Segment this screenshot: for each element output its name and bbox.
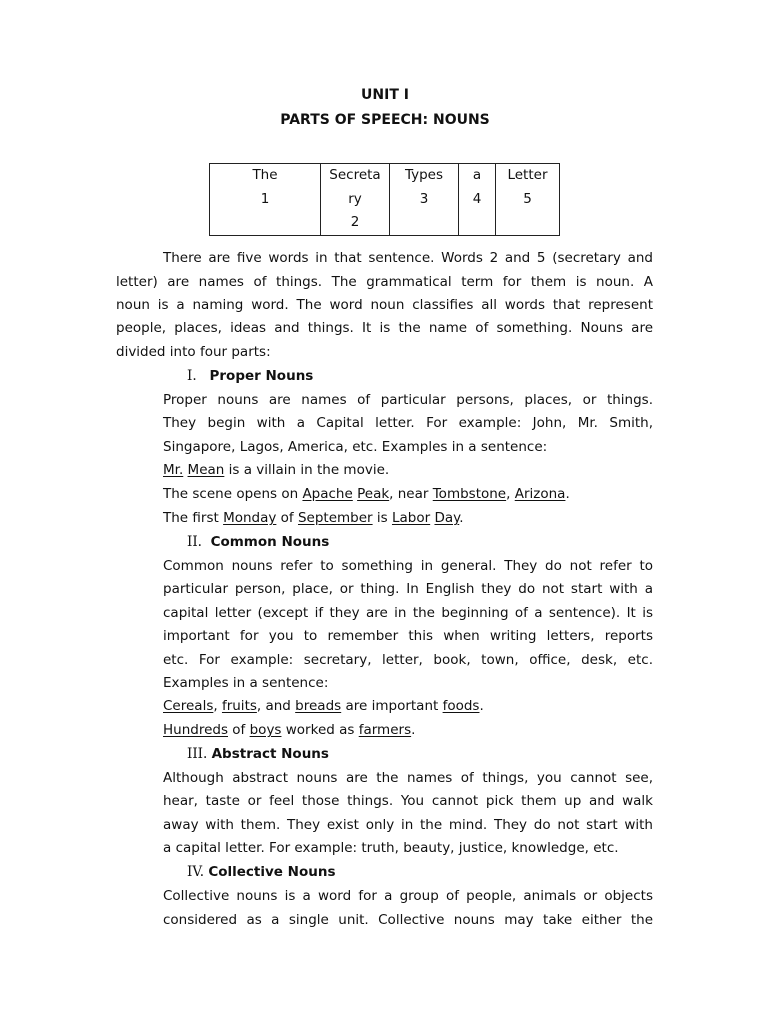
noun-word: Cereals — [163, 698, 214, 714]
noun-word: fruits — [221, 698, 257, 714]
sentence-text: . — [459, 510, 464, 526]
word-text: The — [252, 167, 278, 183]
noun-word: Mean — [187, 462, 225, 478]
word-text: Letter — [507, 167, 548, 183]
word-number: 4 — [472, 190, 482, 207]
word-cell — [210, 164, 321, 236]
paragraph-line: Proper nouns are names of particular persons, places, or things. — [163, 392, 653, 408]
section-heading — [187, 862, 335, 882]
intro-line: noun is a naming word. The word noun classifies all words that represent — [116, 297, 653, 313]
section-numeral: III. — [187, 746, 208, 762]
section-title: Collective Nouns — [208, 864, 336, 880]
paragraph-line: away with them. They exist only in the mind. They do not start with — [163, 817, 653, 833]
intro-line: There are five words in that sentence. Words 2 and 5 (secretary and — [163, 250, 653, 266]
noun-word: Day — [434, 510, 460, 526]
word-text: Types — [404, 167, 444, 183]
noun-word: Tombstone — [432, 486, 507, 502]
noun-word: Hundreds — [163, 722, 228, 738]
noun-word: breads — [295, 698, 342, 714]
intro-line: letter) are names of things. The grammatical term for them is noun. A — [116, 274, 653, 290]
paragraph-line: Although abstract nouns are the names of things, you cannot see, — [163, 770, 653, 786]
example-sentence — [163, 484, 570, 504]
sentence-text: of — [276, 510, 298, 526]
noun-word: Monday — [223, 510, 277, 526]
noun-word: Apache — [302, 486, 353, 502]
section-title: Abstract Nouns — [211, 746, 329, 762]
word-number: 3 — [419, 190, 429, 207]
word-number: 5 — [523, 190, 532, 207]
unit-title: UNIT I — [361, 87, 409, 103]
sentence-text: , — [213, 698, 222, 714]
paragraph-line: Collective nouns is a word for a group of people, animals or objects — [163, 888, 653, 904]
example-sentence — [163, 720, 415, 740]
sentence-text: of — [228, 722, 250, 738]
paragraph-line: etc. For example: secretary, letter, book, town, office, desk, etc. — [163, 652, 653, 668]
intro-line: divided into four parts: — [116, 344, 271, 360]
sentence-text: , near — [389, 486, 433, 502]
section-numeral: I. — [187, 368, 197, 384]
noun-word: Arizona — [514, 486, 566, 502]
sentence-text: , and — [256, 698, 296, 714]
sentence-text: . — [411, 722, 416, 738]
sentence-text: is — [372, 510, 392, 526]
paragraph-line: particular person, place, or thing. In English they do not start with a — [163, 581, 653, 597]
paragraph-line: a capital letter. For example: truth, beauty, justice, knowledge, etc. — [163, 840, 619, 856]
sentence-text: worked as — [281, 722, 359, 738]
word-number: 2 — [350, 214, 360, 230]
noun-word: boys — [249, 722, 282, 738]
example-sentence — [163, 696, 484, 716]
section-heading — [187, 532, 329, 552]
sentence-text: The scene opens on — [163, 486, 303, 502]
sentence-text: is a villain in the movie. — [224, 462, 390, 478]
section-numeral: IV. — [187, 864, 205, 880]
noun-word: farmers — [358, 722, 412, 738]
section-numeral: II. — [187, 534, 202, 550]
example-sentence — [163, 460, 389, 480]
sentence-text: The first — [163, 510, 224, 526]
paragraph-line: considered as a single unit. Collective nouns may take either the — [163, 912, 653, 928]
table-row — [210, 164, 560, 236]
word-cell — [321, 164, 390, 236]
word-number: 1 — [260, 190, 270, 207]
noun-word: Labor — [391, 510, 431, 526]
page-title: PARTS OF SPEECH: NOUNS — [280, 112, 490, 128]
noun-word: September — [297, 510, 373, 526]
word-text: a — [472, 167, 482, 183]
word-cell — [459, 164, 496, 236]
paragraph-line: hear, taste or feel those things. You cannot pick them up and walk — [163, 793, 653, 809]
sentence-text: . — [565, 486, 570, 502]
paragraph-line: capital letter (except if they are in the beginning of a sentence). It is — [163, 605, 653, 621]
example-sentence — [163, 508, 464, 528]
paragraph-line: Singapore, Lagos, America, etc. Examples in a sentence: — [163, 439, 548, 455]
word-text: Secreta ry — [329, 167, 381, 207]
paragraph-line: They begin with a Capital letter. For example: John, Mr. Smith, — [163, 415, 653, 431]
sentence-text: . — [479, 698, 484, 714]
noun-word: Mr. — [163, 462, 184, 478]
word-cell — [390, 164, 459, 236]
word-table — [209, 163, 560, 236]
section-heading — [187, 366, 313, 386]
section-title: Proper Nouns — [209, 368, 314, 384]
section-heading — [187, 744, 329, 764]
word-cell — [496, 164, 560, 236]
paragraph-line: Common nouns refer to something in general. They do not refer to — [163, 558, 653, 574]
sentence-text: are important — [341, 698, 443, 714]
paragraph-line: Examples in a sentence: — [163, 675, 329, 691]
paragraph-line: important for you to remember this when writing letters, reports — [163, 628, 653, 644]
section-title: Common Nouns — [210, 534, 330, 550]
intro-line: people, places, ideas and things. It is the name of something. Nouns are — [116, 320, 653, 336]
noun-word: Peak — [357, 486, 390, 502]
sentence-text: , — [506, 486, 515, 502]
noun-word: foods — [442, 698, 480, 714]
